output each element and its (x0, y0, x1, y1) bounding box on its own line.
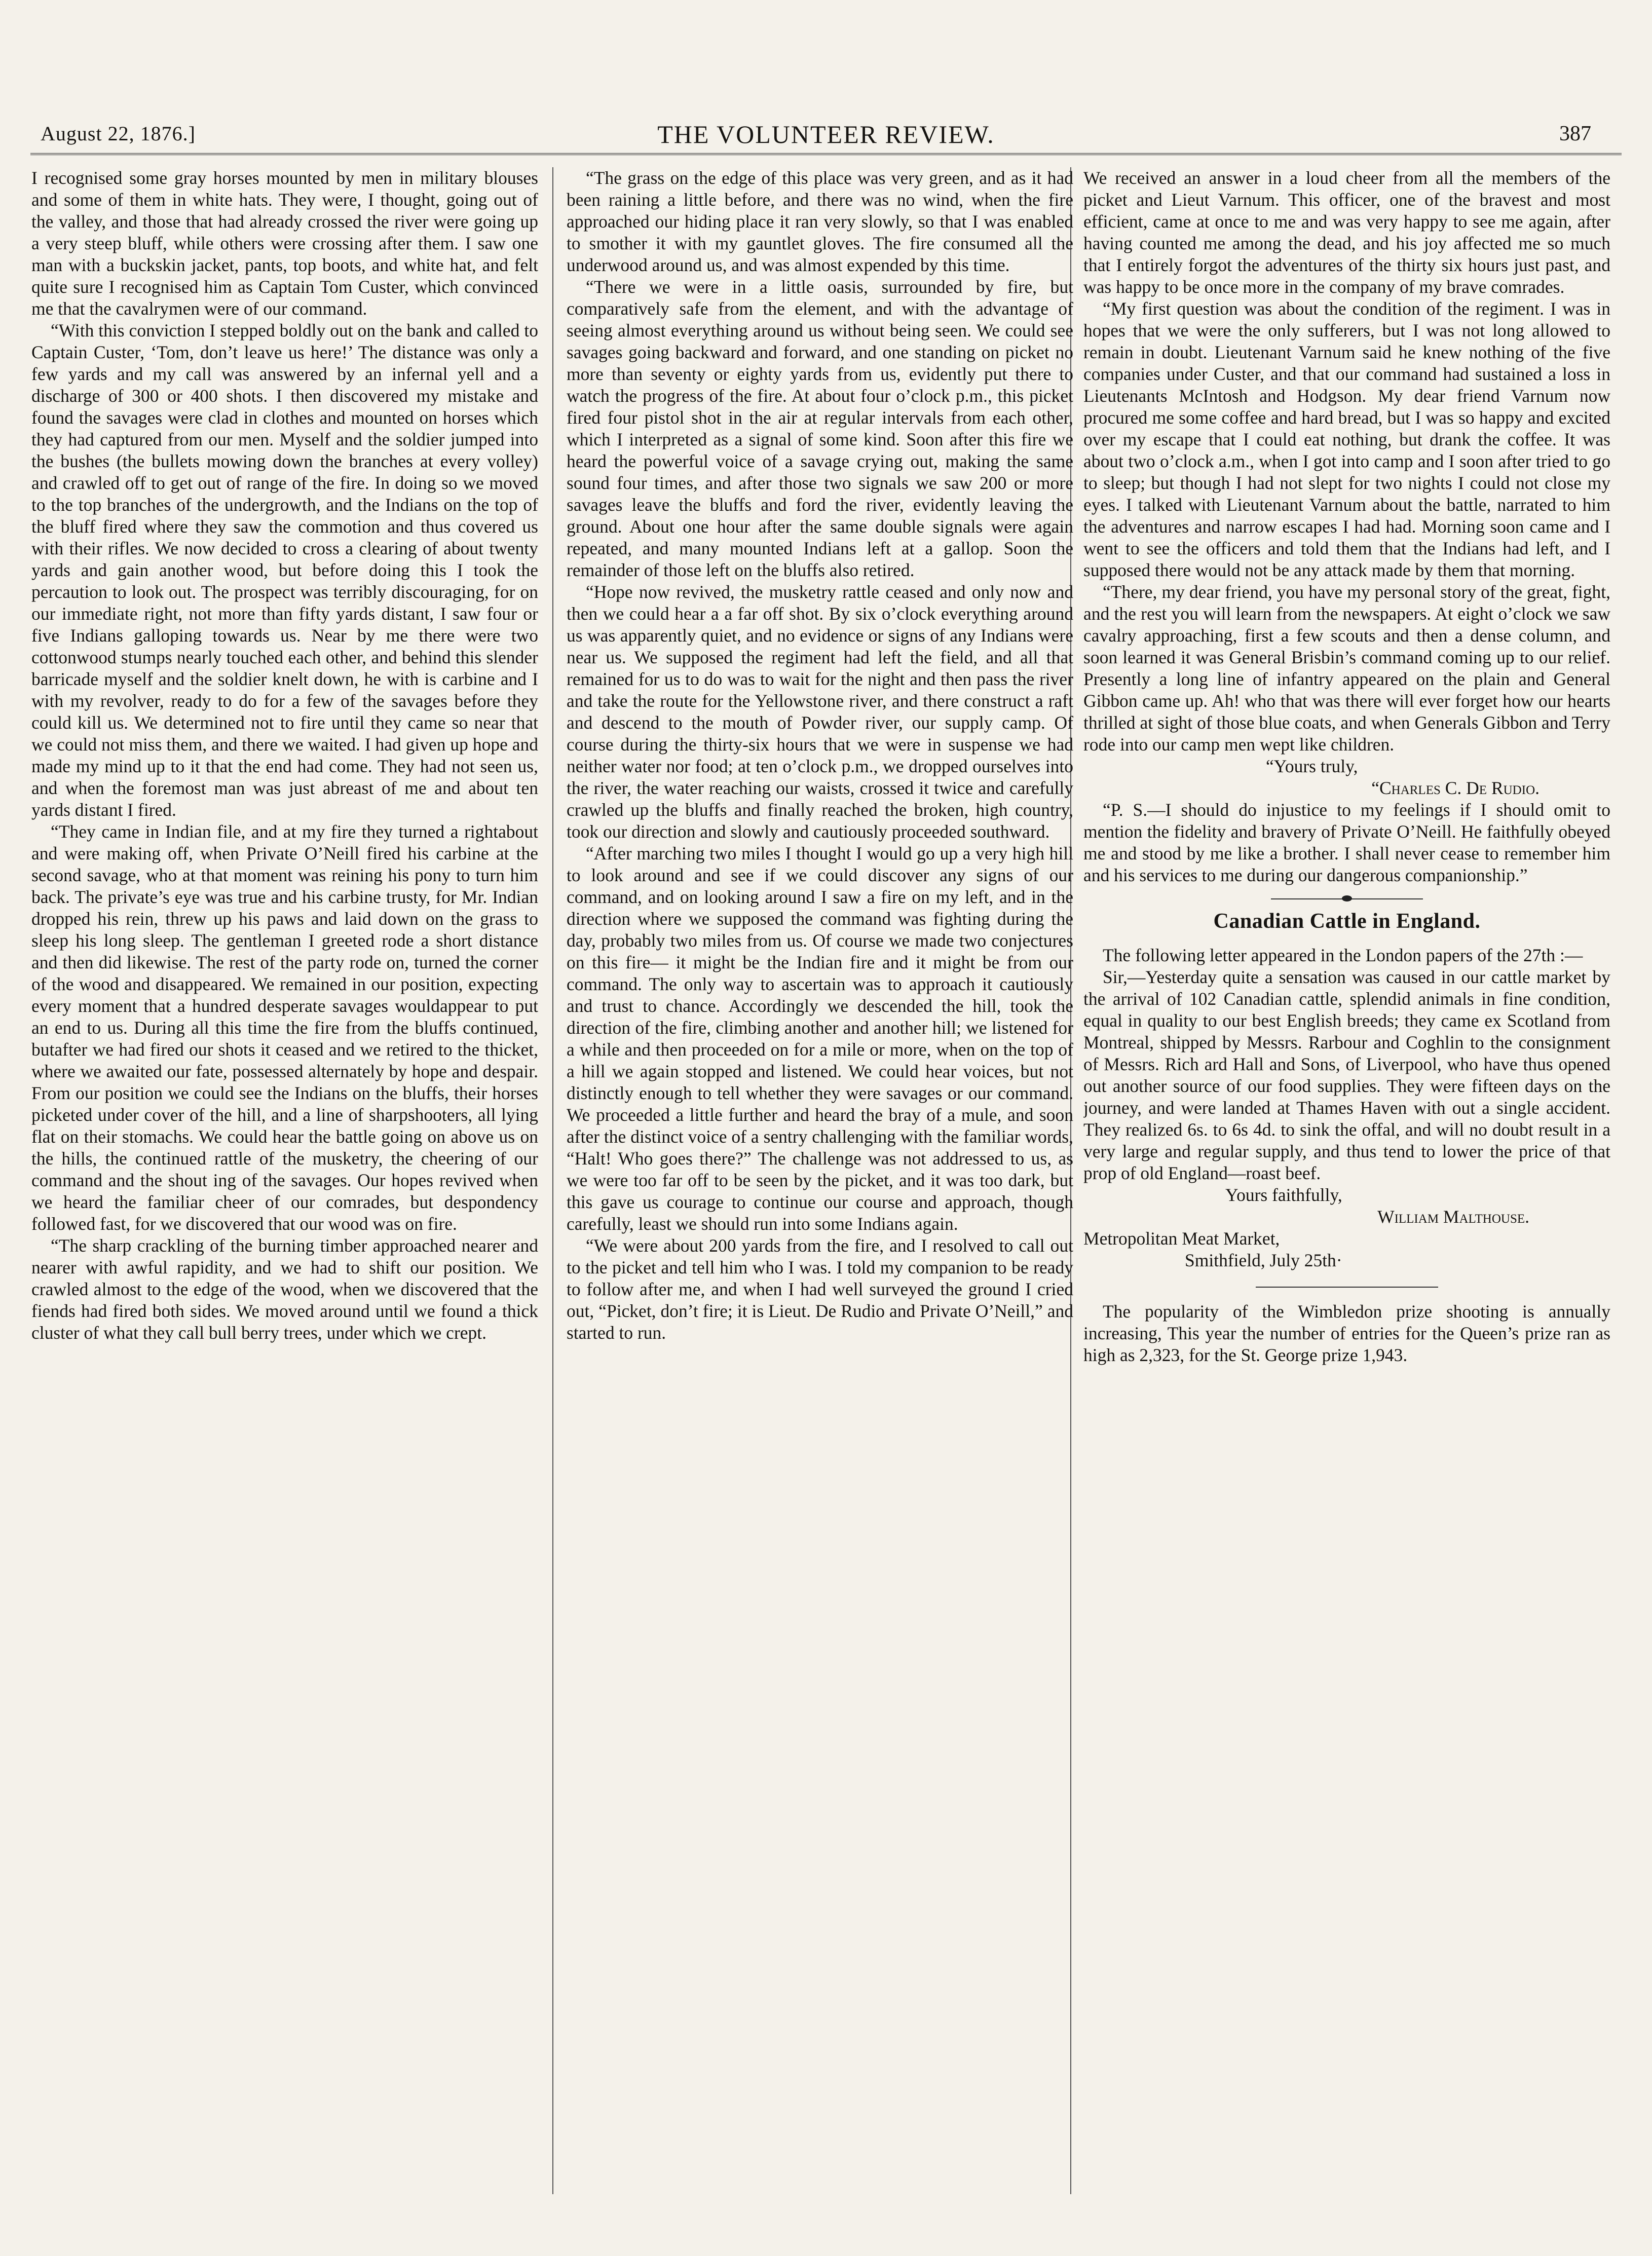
column-2 (567, 167, 1073, 2235)
page-number: 387 (1559, 122, 1591, 145)
article-intro: The following letter appeared in the London papers of the 27th :— (1103, 945, 1583, 965)
section-divider (1256, 1287, 1438, 1288)
paragraph: “The sharp crackling of the burning timber approached nearer and nearer with awful rapidity, and we had to shift our position. We crawled almost to the edge of the wood, when we discovered that the fiends had fired both sides. We moved around until we found a thick cluster of what they call bull berry trees, under which we crept. (31, 1235, 538, 1343)
letter-closing: Yours faithfully, (1225, 1185, 1342, 1205)
address-line: Smithfield, July 25th· (1185, 1250, 1342, 1270)
paragraph: “My first question was about the condition of the regiment. I was in hopes that we were the only sufferers, but I was not long allowed to remain in doubt. Lieutenant Varnum said he knew nothing of the five companies under Custer, and that our command had sustained a loss in Lieutenants McIntosh and Hodgson. My dear friend Varnum now procured me some coffee and hard bread, but I was so happy and excited over my escape that I could eat nothing, but drank the coffee. It was about two o’clock a.m., when I got into camp and I soon after tried to go to sleep; but though I had not slept for two nights I could not close my eyes. I talked with Lieutenant Varnum about the battle, narrated to him the adventures and narrow escapes I had had. Morning soon came and I went to see the officers and told them that the Indians had left, and I supposed there would not be any attack made by them that morning. (1083, 298, 1610, 580)
paragraph: “They came in Indian file, and at my fire they turned a rightabout and were making off, when Private O’Neill fired his carbine at the second savage, who at that moment was reining his pony to turn him back. The private’s eye was true and his carbine trusty, for Mr. Indian dropped his rein, threw up his paws and laid down on the grass to sleep his long sleep. The gentleman I greeted rode a short distance and then did likewise. The rest of the party rode on, turned the corner of the wood and disappeared. We remained in our position, expecting every moment that a hundred desperate savages wouldappear to put an end to us. During all this time the fire from the bluffs continued, butafter we had fired our shots it ceased and we retired to the thicket, where we awaited our fate, possessed alternately by hope and despair. From our position we could see the Indians on the bluffs, their horses picketed under cover of the hill, and a line of sharpshooters, all lying flat on their stomachs. We could hear the battle going on above us on the hills, the continued rattle of the musketry, the cheering of our command and the shout ing of the savages. Our hopes revived when we heard the familiar cheer of our comrades, but despondency followed fast, for we discovered that our wood was on fire. (31, 821, 538, 1234)
article-title: Canadian Cattle in England. (1213, 910, 1481, 933)
column-rule (552, 167, 553, 2194)
letter-signature: William Malthouse. (1377, 1207, 1529, 1227)
column-1 (31, 167, 538, 2235)
section-divider (1271, 898, 1423, 899)
paragraph: “After marching two miles I thought I would go up a very high hill to look around and see if we could discover any signs of our command, and on looking around I saw a fire on my left, and in the direction where we supposed the command was fighting during the day, probably two miles from us. Of course we made two conjectures on this fire— it might be the Indian fire and it might be from our command. The only way to ascertain was to approach it cautiously and trust to chance. Accordingly we descended the hill, took the direction of the fire, climbing another and another hill; we listened for a while and then proceeded on for a mile or more, when on the top of a hill we again stopped and listened. We could hear voices, but not distinctly enough to tell whether they were savages or our command. We proceeded a little further and heard the bray of a mule, and soon after the distinct voice of a sentry challenging with the familiar words, “Halt! Who goes there?” The challenge was not addressed to us, as we were too far off to be seen by the picket, and it was too dark, but this gave us courage to continue our course and approach, though carefully, least we should run into some Indians again. (567, 843, 1073, 1234)
letter-signature: “Charles C. De Rudio. (1371, 778, 1540, 798)
column-3 (1083, 167, 1610, 2235)
paragraph: I recognised some gray horses mounted by men in military blouses and some of them in white hats. They were, I thought, going out of the valley, and those that had already crossed the river were going up a very steep bluff, while others were crossing after them. I saw one man with a buckskin jacket, pants, top boots, and white hat, and felt quite sure I recognised him as Captain Tom Custer, which convinced me that the cavalrymen were of our command. (31, 168, 538, 319)
postscript: “P. S.—I should do injustice to my feelings if I should omit to mention the fidelity and bravery of Private O’Neill. He faithfully obeyed me and stood by me like a brother. I shall never cease to remember him and his services to me during our dangerous companionship.” (1083, 800, 1610, 885)
masthead (30, 118, 1622, 155)
issue-date: August 22, 1876.] (41, 122, 196, 145)
publication-title: THE VOLUNTEER REVIEW. (657, 120, 995, 148)
address-line: Metropolitan Meat Market, (1083, 1228, 1280, 1249)
article-body: Sir,—Yesterday quite a sensation was caused in our cattle market by the arrival of 102 Canadian cattle, splendid animals in fine condition, equal in quality to our best English breeds; they came ex Scotland from Montreal, shipped by Messrs. Rarbour and Coghlin to the consignment of Messrs. Rich ard Hall and Sons, of Liverpool, who have thus opened out another source of our food supplies. They were fifteen days on the journey, and were landed at Thames Haven with out a single accident. They realized 6s. to 6s 4d. to sink the offal, and will no doubt result in a very large and regular supply, and thus tend to lower the price of that prop of old England—roast beef. (1083, 967, 1610, 1183)
paragraph: “The grass on the edge of this place was very green, and as it had been raining a little before, and there was no wind, when the fire approached our hiding place it ran very slowly, so that I was enabled to smother it with my gauntlet gloves. The fire consumed all the underwood around us, and was almost expended by this time. (567, 168, 1073, 275)
letter-closing: “Yours truly, (1266, 756, 1358, 776)
paragraph: “We were about 200 yards from the fire, and I resolved to call out to the picket and tell him who I was. I told my companion to be ready to follow after me, and when I had well surveyed the ground I cried out, “Picket, don’t fire; it is Lieut. De Rudio and Private O’Neill,” and started to run. (567, 1235, 1073, 1343)
paragraph: “There, my dear friend, you have my personal story of the great, fight, and the rest you will learn from the newspapers. At eight o’clock we saw cavalry approaching, first a few scouts and then a dense column, and soon learned it was General Brisbin’s command coming up to our relief. Presently a long line of infantry appeared on the plain and General Gibbon came up. Ah! who that was there will ever forget how our hearts thrilled at sight of those blue coats, and when Generals Gibbon and Terry rode into our camp men wept like children. (1083, 582, 1610, 755)
paragraph: We received an answer in a loud cheer from all the members of the picket and Lieut Varnum. This officer, one of the bravest and most efficient, came at once to me and was very happy to see me again, after having counted me among the dead, and his joy affected me so much that I entirely forgot the adventures of the thirty six hours just past, and was happy to be once more in the company of my brave comrades. (1083, 168, 1610, 297)
news-item: The popularity of the Wimbledon prize shooting is annually increasing, This year the number of entries for the Queen’s prize ran as high as 2,323, for the St. George prize 1,943. (1083, 1301, 1610, 1365)
paragraph: “With this conviction I stepped boldly out on the bank and called to Captain Custer, ‘Tom, don’t leave us here!’ The distance was only a few yards and my call was answered by an infernal yell and a discharge of 300 or 400 shots. I then discovered my mistake and found the savages were clad in clothes and mounted on horses which they had captured from our men. Myself and the soldier jumped into the bushes (the bullets mowing down the branches at every volley) and crawled off to get out of range of the fire. In doing so we moved to the top branches of the undergrowth, and the Indians on the top of the bluff fired where they saw the commotion and thus covered us with their rifles. We now decided to cross a clearing of about twenty yards and gain another wood, but before doing this I took the percaution to look out. The prospect was terribly discouraging, for on our immediate right, not more than fifty yards distant, I saw four or five Indians galloping towards us. Near by me there were two cottonwood stumps nearly touched each other, and behind this slender barricade myself and the soldier knelt down, he with is carbine and I with my revolver, ready to do for a few of the savages before they could kill us. We determined not to fire until they came so near that we could not miss them, and there we waited. I had given up hope and made my mind up to it that the end had come. They had not seen us, and when the foremost man was just abreast of me and about ten yards distant I fired. (31, 320, 538, 820)
paragraph: “There we were in a little oasis, surrounded by fire, but comparatively safe from the element, and with the advantage of seeing almost everything around us without being seen. We could see savages going backward and forward, and one standing on picket no more than seventy or eighty yards from us, evidently put there to watch the progress of the fire. At about four o’clock p.m., this picket fired four pistol shot in the air at regular intervals from each other, which I interpreted as a signal of some kind. Soon after this fire we heard the powerful voice of a savage crying out, making the same sound four times, and after those two signals we saw 200 or more savages leave the bluffs and ford the river, evidently leaving the ground. About one hour after the same double signals were again repeated, and many mounted Indians left at a gallop. Soon the remainder of those left on the bluffs also retired. (567, 277, 1073, 580)
paragraph: “Hope now revived, the musketry rattle ceased and only now and then we could hear a a far off shot. By six o’clock everything around us was apparently quiet, and no evidence or signs of any Indians were near us. We supposed the regiment had left the field, and all that remained for us to do was to wait for the night and then pass the river and take the route for the Yellowstone river, and there construct a raft and descend to the mouth of Powder river, our supply camp. Of course during the thirty-six hours that we were in suspense we had neither water nor food; at ten o’clock p.m., we dropped ourselves into the river, the water reaching our waists, crossed it twice and carefully crawled up the bluffs and finally reached the broken, high country, took our direction and slowly and cautiously proceeded southward. (567, 582, 1073, 842)
